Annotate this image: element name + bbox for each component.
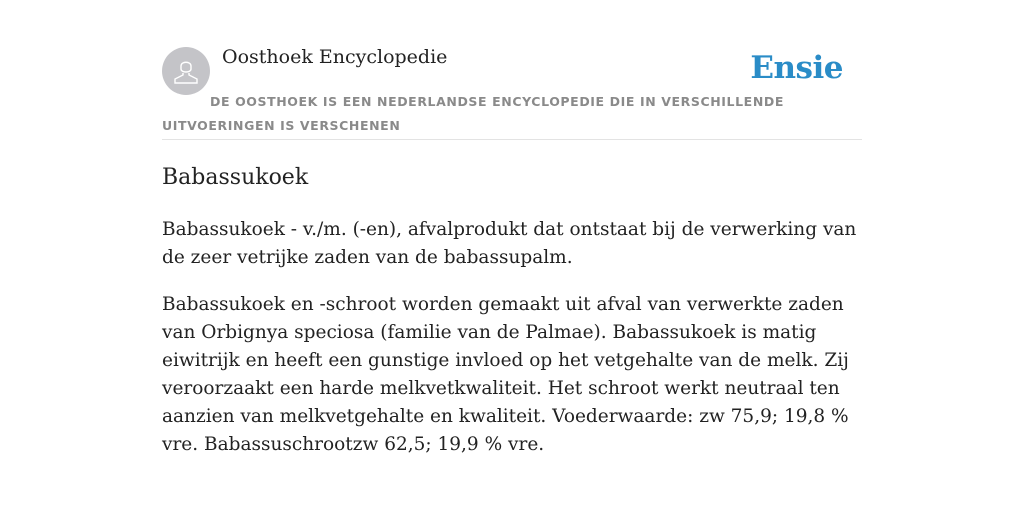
source-avatar[interactable] — [162, 47, 210, 95]
entry-paragraph: Babassukoek - v./m. (-en), afvalprodukt dat ontstaat bij de verwerking van de zeer vetrijke zaden van de babassupalm. — [162, 219, 857, 268]
source-description: DE OOSTHOEK IS EEN NEDERLANDSE ENCYCLOPEDIE DIE IN VERSCHILLENDE UITVOERINGEN IS VERSCHENEN — [162, 94, 784, 133]
source-header — [162, 44, 862, 140]
source-title[interactable]: Oosthoek Encyclopedie — [222, 46, 448, 68]
entry-title: Babassukoek — [162, 165, 309, 190]
brand-logo[interactable]: Ensie — [750, 50, 843, 86]
user-icon — [171, 56, 201, 86]
entry-card — [162, 44, 862, 459]
entry-paragraph: Babassukoek en -schroot worden gemaakt uit afval van verwerkte zaden van Orbignya speciosa (familie van de Palmae). Babassukoek is matig eiwitrijk en heeft een gunstige invloed op het vetgehalte van de melk. Zij veroorzaakt een harde melkvetkwaliteit. Het schroot werkt neutraal ten aanzien van melkvetgehalte en kwaliteit. Voederwaarde: zw 75,9; 19,8 % vre. Babassuschrootzw 62,5; 19,9 % vre. — [162, 294, 849, 455]
